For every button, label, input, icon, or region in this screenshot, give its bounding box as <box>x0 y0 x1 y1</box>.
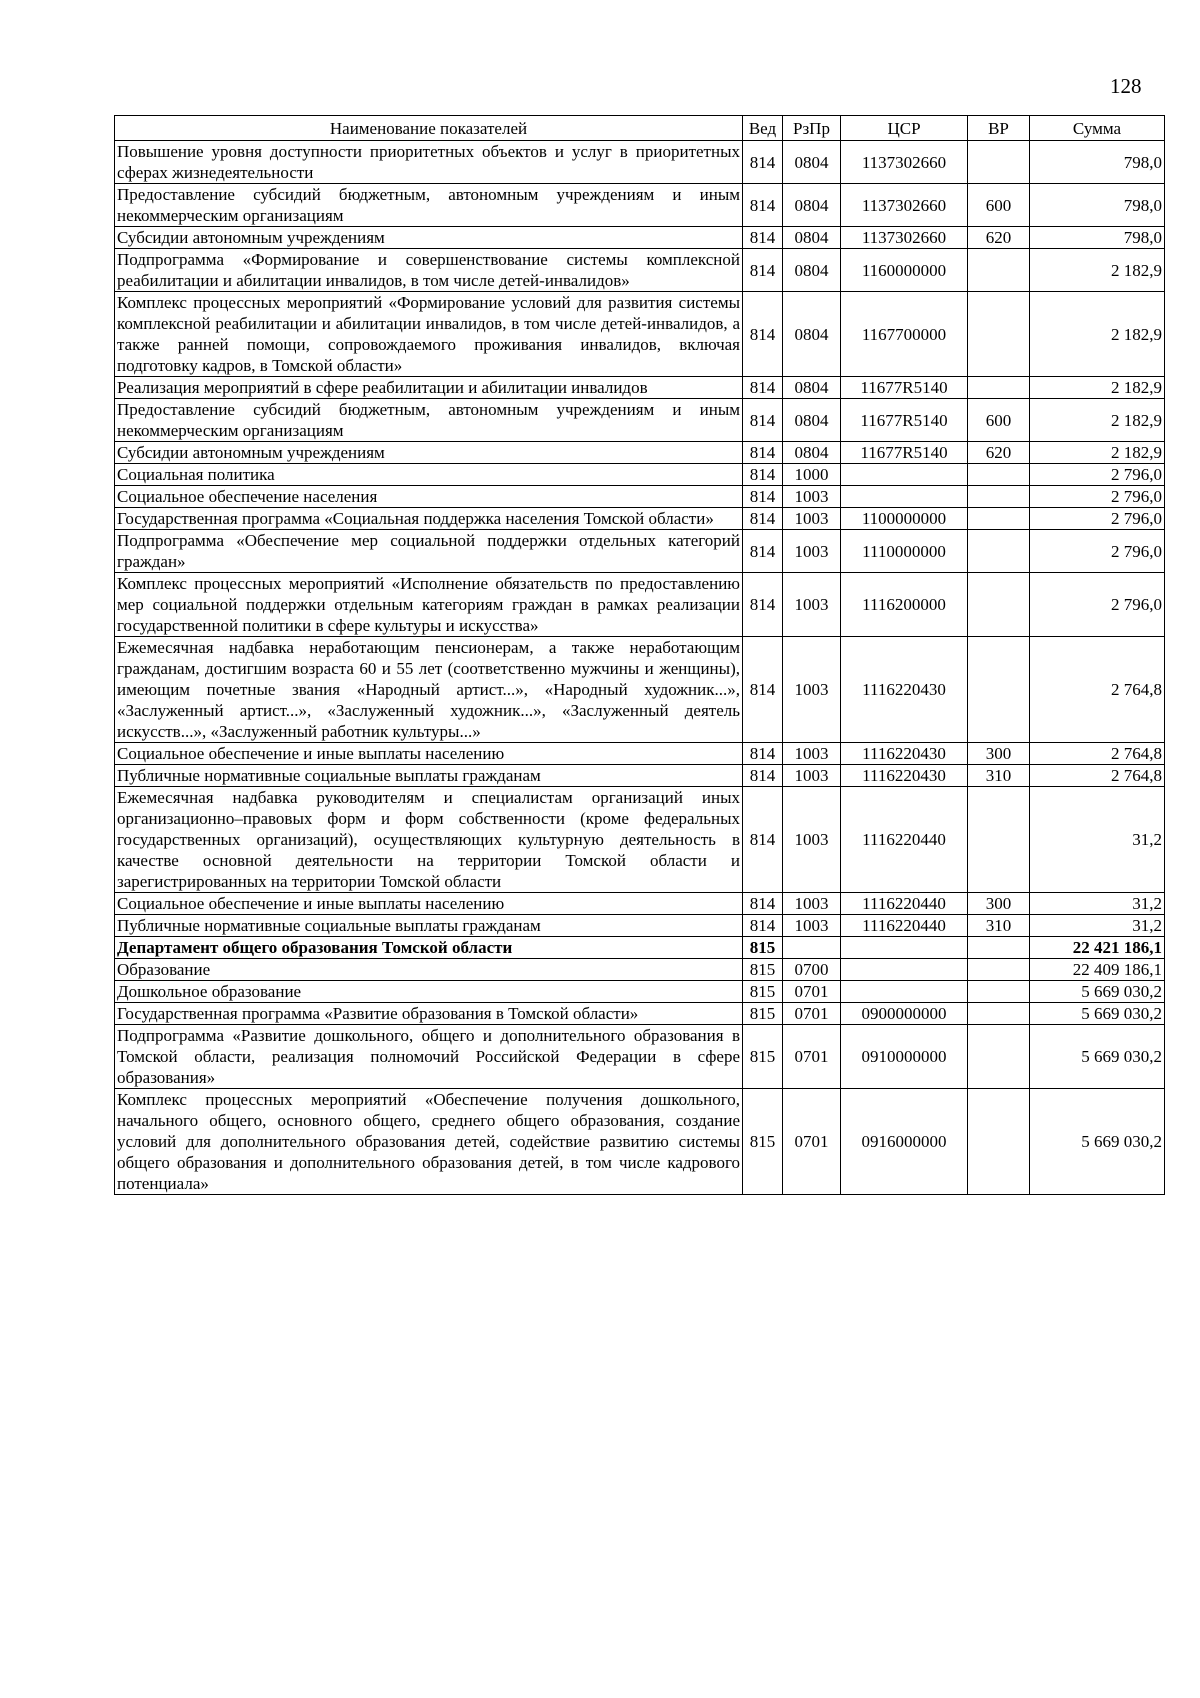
cell-ved: 814 <box>743 292 783 377</box>
cell-csr: 0900000000 <box>841 1003 968 1025</box>
table-row <box>115 915 1165 937</box>
cell-vr: 310 <box>968 915 1030 937</box>
cell-rzpr: 0701 <box>783 1089 841 1195</box>
cell-sum: 2 182,9 <box>1030 249 1165 292</box>
cell-ved: 814 <box>743 464 783 486</box>
cell-csr: 1116220430 <box>841 637 968 743</box>
cell-csr: 1137302660 <box>841 184 968 227</box>
cell-ved: 815 <box>743 981 783 1003</box>
table-row <box>115 249 1165 292</box>
cell-name: Реализация мероприятий в сфере реабилитации и абилитации инвалидов <box>115 377 743 399</box>
table-row <box>115 981 1165 1003</box>
table-body <box>115 141 1165 1195</box>
cell-rzpr: 1003 <box>783 787 841 893</box>
cell-name: Подпрограмма «Обеспечение мер социальной поддержки отдельных категорий граждан» <box>115 530 743 573</box>
cell-csr: 1116220440 <box>841 787 968 893</box>
cell-rzpr: 0700 <box>783 959 841 981</box>
cell-rzpr: 1003 <box>783 765 841 787</box>
cell-csr <box>841 937 968 959</box>
cell-name: Предоставление субсидий бюджетным, автономным учреждениям и иным некоммерческим организациям <box>115 184 743 227</box>
cell-vr <box>968 573 1030 637</box>
cell-csr: 0910000000 <box>841 1025 968 1089</box>
cell-ved: 814 <box>743 399 783 442</box>
cell-name: Публичные нормативные социальные выплаты гражданам <box>115 915 743 937</box>
column-header-name: Наименование показателей <box>115 116 743 141</box>
table-row <box>115 743 1165 765</box>
cell-ved: 814 <box>743 141 783 184</box>
cell-name: Департамент общего образования Томской области <box>115 937 743 959</box>
cell-sum: 2 796,0 <box>1030 464 1165 486</box>
cell-name: Публичные нормативные социальные выплаты гражданам <box>115 765 743 787</box>
cell-ved: 814 <box>743 377 783 399</box>
cell-name: Социальное обеспечение населения <box>115 486 743 508</box>
cell-name: Государственная программа «Социальная поддержка населения Томской области» <box>115 508 743 530</box>
cell-ved: 815 <box>743 937 783 959</box>
cell-ved: 814 <box>743 893 783 915</box>
cell-vr: 310 <box>968 765 1030 787</box>
cell-sum: 798,0 <box>1030 184 1165 227</box>
cell-sum: 2 796,0 <box>1030 508 1165 530</box>
cell-csr: 1100000000 <box>841 508 968 530</box>
cell-sum: 31,2 <box>1030 893 1165 915</box>
table-row <box>115 1025 1165 1089</box>
cell-rzpr: 0804 <box>783 141 841 184</box>
cell-sum: 22 421 186,1 <box>1030 937 1165 959</box>
cell-sum: 798,0 <box>1030 227 1165 249</box>
cell-rzpr: 1003 <box>783 530 841 573</box>
cell-name: Предоставление субсидий бюджетным, автономным учреждениям и иным некоммерческим организациям <box>115 399 743 442</box>
cell-vr <box>968 249 1030 292</box>
cell-name: Образование <box>115 959 743 981</box>
cell-ved: 815 <box>743 1003 783 1025</box>
cell-rzpr: 0804 <box>783 292 841 377</box>
cell-ved: 814 <box>743 184 783 227</box>
cell-rzpr: 0804 <box>783 249 841 292</box>
column-header-vr: ВР <box>968 116 1030 141</box>
cell-rzpr: 1003 <box>783 637 841 743</box>
cell-sum: 5 669 030,2 <box>1030 1003 1165 1025</box>
cell-name: Повышение уровня доступности приоритетных объектов и услуг в приоритетных сферах жизнедеятельности <box>115 141 743 184</box>
cell-name: Комплекс процессных мероприятий «Обеспечение получения дошкольного, начального общего, основного общего, среднего общего образования, создание условий для дополнительного образования детей, содействие развитию системы общего образования и дополнительного образования детей, в том числе кадрового потенциала» <box>115 1089 743 1195</box>
table-row <box>115 959 1165 981</box>
cell-name: Социальная политика <box>115 464 743 486</box>
cell-rzpr: 1003 <box>783 743 841 765</box>
cell-csr: 1110000000 <box>841 530 968 573</box>
cell-vr <box>968 141 1030 184</box>
cell-rzpr: 1003 <box>783 486 841 508</box>
cell-sum: 2 796,0 <box>1030 573 1165 637</box>
cell-sum: 2 796,0 <box>1030 486 1165 508</box>
cell-sum: 2 182,9 <box>1030 377 1165 399</box>
cell-csr <box>841 959 968 981</box>
table-row <box>115 292 1165 377</box>
table-row <box>115 937 1165 959</box>
table-header-row <box>115 116 1165 141</box>
cell-ved: 814 <box>743 787 783 893</box>
cell-rzpr <box>783 937 841 959</box>
cell-ved: 814 <box>743 442 783 464</box>
cell-rzpr: 1003 <box>783 893 841 915</box>
cell-csr: 1137302660 <box>841 141 968 184</box>
cell-ved: 815 <box>743 1025 783 1089</box>
cell-vr <box>968 937 1030 959</box>
cell-name: Комплекс процессных мероприятий «Исполнение обязательств по предоставлению мер социальной поддержки отдельным категориям граждан в рамках реализации государственной политики в сфере культуры и искусства» <box>115 573 743 637</box>
cell-sum: 5 669 030,2 <box>1030 1025 1165 1089</box>
cell-vr <box>968 486 1030 508</box>
cell-rzpr: 0804 <box>783 184 841 227</box>
cell-csr: 1116220440 <box>841 915 968 937</box>
cell-vr: 620 <box>968 227 1030 249</box>
cell-ved: 814 <box>743 573 783 637</box>
cell-sum: 2 182,9 <box>1030 292 1165 377</box>
cell-name: Социальное обеспечение и иные выплаты населению <box>115 743 743 765</box>
cell-csr <box>841 464 968 486</box>
cell-rzpr: 0701 <box>783 1025 841 1089</box>
page-number: 128 <box>1110 74 1142 98</box>
cell-name: Ежемесячная надбавка неработающим пенсионерам, а также неработающим гражданам, достигшим возраста 60 и 55 лет (соответственно мужчины и женщины), имеющим почетные звания «Народный артист...», «Народный художник...», «Заслуженный артист...», «Заслуженный художник...», «Заслуженный деятель искусств...», «Заслуженный работник культуры...» <box>115 637 743 743</box>
cell-sum: 22 409 186,1 <box>1030 959 1165 981</box>
cell-name: Подпрограмма «Развитие дошкольного, общего и дополнительного образования в Томской области, реализация полномочий Российской Федерации в сфере образования» <box>115 1025 743 1089</box>
cell-ved: 814 <box>743 743 783 765</box>
cell-rzpr: 0701 <box>783 981 841 1003</box>
cell-rzpr: 1000 <box>783 464 841 486</box>
cell-sum: 798,0 <box>1030 141 1165 184</box>
table-row <box>115 508 1165 530</box>
cell-rzpr: 1003 <box>783 508 841 530</box>
cell-ved: 814 <box>743 530 783 573</box>
cell-vr <box>968 1089 1030 1195</box>
budget-table <box>114 115 1165 1195</box>
cell-sum: 2 764,8 <box>1030 765 1165 787</box>
table-row <box>115 442 1165 464</box>
cell-ved: 814 <box>743 765 783 787</box>
table-row <box>115 637 1165 743</box>
cell-rzpr: 0804 <box>783 399 841 442</box>
table-row <box>115 486 1165 508</box>
table-row <box>115 765 1165 787</box>
cell-sum: 2 764,8 <box>1030 637 1165 743</box>
cell-ved: 814 <box>743 508 783 530</box>
cell-csr: 1116220430 <box>841 765 968 787</box>
table-row <box>115 573 1165 637</box>
cell-vr: 600 <box>968 184 1030 227</box>
column-header-sum: Сумма <box>1030 116 1165 141</box>
cell-vr <box>968 377 1030 399</box>
cell-name: Субсидии автономным учреждениям <box>115 442 743 464</box>
cell-csr: 1116220430 <box>841 743 968 765</box>
cell-sum: 31,2 <box>1030 787 1165 893</box>
column-header-csr: ЦСР <box>841 116 968 141</box>
table-row <box>115 141 1165 184</box>
cell-ved: 814 <box>743 249 783 292</box>
cell-csr: 0916000000 <box>841 1089 968 1195</box>
cell-vr: 300 <box>968 893 1030 915</box>
table-row <box>115 787 1165 893</box>
table-row <box>115 227 1165 249</box>
cell-rzpr: 1003 <box>783 915 841 937</box>
cell-csr: 1137302660 <box>841 227 968 249</box>
cell-sum: 5 669 030,2 <box>1030 981 1165 1003</box>
cell-ved: 815 <box>743 959 783 981</box>
cell-vr <box>968 508 1030 530</box>
cell-vr <box>968 530 1030 573</box>
table-row <box>115 893 1165 915</box>
cell-vr <box>968 1003 1030 1025</box>
cell-name: Субсидии автономным учреждениям <box>115 227 743 249</box>
cell-ved: 814 <box>743 637 783 743</box>
cell-vr <box>968 981 1030 1003</box>
cell-sum: 2 182,9 <box>1030 442 1165 464</box>
cell-sum: 2 182,9 <box>1030 399 1165 442</box>
cell-sum: 2 764,8 <box>1030 743 1165 765</box>
cell-ved: 814 <box>743 486 783 508</box>
table-row <box>115 184 1165 227</box>
cell-ved: 815 <box>743 1089 783 1195</box>
cell-vr <box>968 637 1030 743</box>
cell-sum: 5 669 030,2 <box>1030 1089 1165 1195</box>
cell-csr: 1160000000 <box>841 249 968 292</box>
table-row <box>115 1089 1165 1195</box>
cell-name: Ежемесячная надбавка руководителям и специалистам организаций иных организационно–правовых форм и форм собственности (кроме федеральных государственных организаций), осуществляющих культурную деятельность в качестве основной деятельности на территории Томской области и зарегистрированных на территории Томской области <box>115 787 743 893</box>
cell-vr: 620 <box>968 442 1030 464</box>
cell-rzpr: 0804 <box>783 377 841 399</box>
cell-ved: 814 <box>743 915 783 937</box>
cell-rzpr: 0804 <box>783 227 841 249</box>
cell-name: Дошкольное образование <box>115 981 743 1003</box>
cell-csr: 11677R5140 <box>841 377 968 399</box>
cell-csr: 1116200000 <box>841 573 968 637</box>
cell-csr <box>841 486 968 508</box>
cell-name: Социальное обеспечение и иные выплаты населению <box>115 893 743 915</box>
column-header-ved: Вед <box>743 116 783 141</box>
table-row <box>115 399 1165 442</box>
cell-csr: 1116220440 <box>841 893 968 915</box>
cell-name: Комплекс процессных мероприятий «Формирование условий для развития системы комплексной реабилитации и абилитации инвалидов, в том числе детей-инвалидов, а также ранней помощи, сопровождаемого проживания инвалидов, включая подготовку кадров, в Томской области» <box>115 292 743 377</box>
cell-vr <box>968 464 1030 486</box>
cell-name: Подпрограмма «Формирование и совершенствование системы комплексной реабилитации и абилитации инвалидов, в том числе детей-инвалидов» <box>115 249 743 292</box>
cell-rzpr: 0701 <box>783 1003 841 1025</box>
cell-ved: 814 <box>743 227 783 249</box>
cell-csr <box>841 981 968 1003</box>
cell-vr: 300 <box>968 743 1030 765</box>
cell-vr <box>968 292 1030 377</box>
cell-vr: 600 <box>968 399 1030 442</box>
table-row <box>115 464 1165 486</box>
table-row <box>115 1003 1165 1025</box>
cell-vr <box>968 1025 1030 1089</box>
cell-csr: 11677R5140 <box>841 399 968 442</box>
table-row <box>115 530 1165 573</box>
cell-sum: 2 796,0 <box>1030 530 1165 573</box>
cell-csr: 1167700000 <box>841 292 968 377</box>
cell-csr: 11677R5140 <box>841 442 968 464</box>
cell-rzpr: 1003 <box>783 573 841 637</box>
cell-rzpr: 0804 <box>783 442 841 464</box>
cell-sum: 31,2 <box>1030 915 1165 937</box>
cell-vr <box>968 787 1030 893</box>
cell-name: Государственная программа «Развитие образования в Томской области» <box>115 1003 743 1025</box>
column-header-rzpr: РзПр <box>783 116 841 141</box>
table-row <box>115 377 1165 399</box>
cell-vr <box>968 959 1030 981</box>
